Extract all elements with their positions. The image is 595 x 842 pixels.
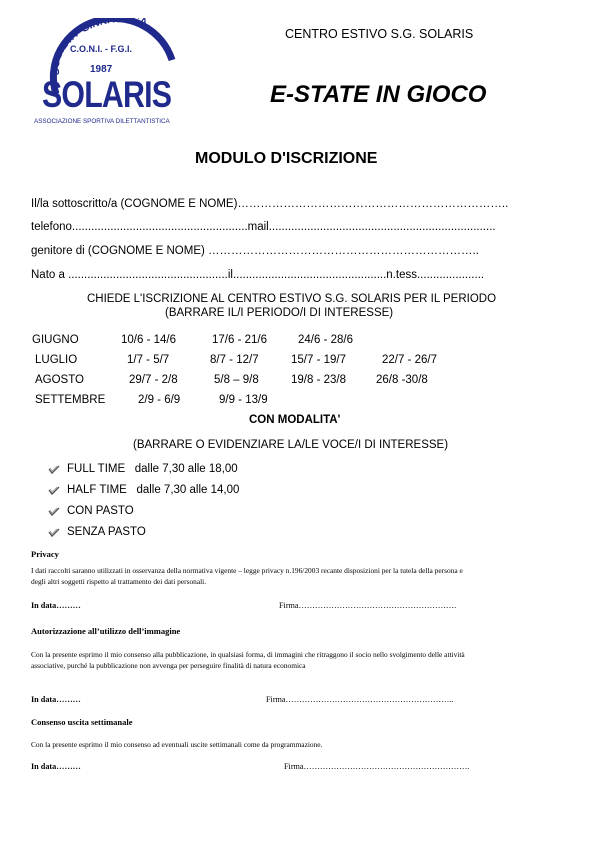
option-full-time[interactable]: FULL TIME dalle 7,30 alle 18,00 xyxy=(67,463,238,475)
modalita-instruction: (BARRARE O EVIDENZIARE LA/LE VOCE/I DI INTERESSE) xyxy=(133,439,449,451)
period-option[interactable]: 15/7 - 19/7 xyxy=(291,354,346,366)
logo-year: 1987 xyxy=(90,64,113,75)
option-half-time[interactable]: HALF TIME dalle 7,30 alle 14,00 xyxy=(67,484,240,496)
month-giugno: GIUGNO xyxy=(32,334,79,346)
privacy-title: Privacy xyxy=(31,549,59,559)
period-option[interactable]: 29/7 - 2/8 xyxy=(129,374,178,386)
option-con-pasto[interactable]: CON PASTO xyxy=(67,505,134,517)
image-date-field[interactable]: In data……… xyxy=(31,695,81,704)
period-option[interactable]: 2/9 - 6/9 xyxy=(138,394,181,406)
uscita-signature-field[interactable]: Firma……………………………………………………. xyxy=(284,762,470,771)
uscita-date-field[interactable]: In data……… xyxy=(31,762,81,771)
period-option[interactable]: 8/7 - 12/7 xyxy=(210,354,259,366)
request-line2: (BARRARE IL/I PERIODO/I DI INTERESSE) xyxy=(165,307,394,319)
field-nato[interactable]: Nato a ..................................................il................................................n.tess..................... xyxy=(31,269,485,281)
privacy-text-1: I dati raccolti saranno utilizzati in osservanza della normativa vigente – legge privacy n.196/2003 recante disposizioni per la tutela della persona e xyxy=(31,566,463,575)
field-telefono-mail[interactable]: telefono.......................................................mail....................................................................... xyxy=(31,221,496,233)
month-luglio: LUGLIO xyxy=(35,354,78,366)
checkmark-icon[interactable] xyxy=(48,507,60,517)
request-line1: CHIEDE L'ISCRIZIONE AL CENTRO ESTIVO S.G. SOLARIS PER IL PERIODO xyxy=(87,293,497,305)
image-text-2: associative, purché la pubblicazione non avvenga per perseguire finalità di natura economica xyxy=(31,661,306,670)
image-title: Autorizzazione all’utilizzo dell’immagine xyxy=(31,626,181,636)
org-name: CENTRO ESTIVO S.G. SOLARIS xyxy=(285,27,474,41)
logo-arc-text: SOCIETA' GINNASTICA xyxy=(49,18,149,76)
field-genitore[interactable]: genitore di (COGNOME E NOME) …………………………………………………………….. xyxy=(31,245,479,257)
month-agosto: AGOSTO xyxy=(35,374,84,386)
modalita-title: CON MODALITA' xyxy=(249,414,341,426)
period-option[interactable]: 5/8 – 9/8 xyxy=(214,374,259,386)
field-sottoscritto[interactable]: Il/la sottoscritto/a (COGNOME E NOME)…………………………………………………………….. xyxy=(31,198,509,210)
checkmark-icon[interactable] xyxy=(48,465,60,475)
period-option[interactable]: 19/8 - 23/8 xyxy=(291,374,346,386)
uscita-title: Consenso uscita settimanale xyxy=(31,717,133,727)
period-option[interactable]: 22/7 - 26/7 xyxy=(382,354,437,366)
checkmark-icon[interactable] xyxy=(48,528,60,538)
logo-subtitle: ASSOCIAZIONE SPORTIVA DILETTANTISTICA xyxy=(34,118,170,125)
privacy-date-field[interactable]: In data……… xyxy=(31,601,81,610)
period-option[interactable]: 24/6 - 28/6 xyxy=(298,334,353,346)
logo xyxy=(24,18,199,130)
privacy-signature-field[interactable]: Firma…………………………………………………. xyxy=(279,601,457,610)
event-title: E-STATE IN GIOCO xyxy=(270,81,487,108)
option-senza-pasto[interactable]: SENZA PASTO xyxy=(67,526,146,538)
privacy-text-2: degli altri soggetti rispetto al trattamento dei dati personali. xyxy=(31,577,207,586)
checkmark-icon[interactable] xyxy=(48,486,60,496)
period-option[interactable]: 1/7 - 5/7 xyxy=(127,354,170,366)
period-option[interactable]: 9/9 - 13/9 xyxy=(219,394,268,406)
month-settembre: SETTEMBRE xyxy=(35,394,106,406)
period-option[interactable]: 10/6 - 14/6 xyxy=(121,334,176,346)
uscita-text: Con la presente esprimo il mio consenso ad eventuali uscite settimanali come da programmazione. xyxy=(31,740,323,749)
image-text-1: Con la presente esprimo il mio consenso alla pubblicazione, in qualsiasi forma, di immagini che ritraggono il socio nello svolgimento delle attività xyxy=(31,650,465,659)
period-option[interactable]: 17/6 - 21/6 xyxy=(212,334,267,346)
image-signature-field[interactable]: Firma…………………………………………………….. xyxy=(266,695,454,704)
logo-coni: C.O.N.I. - F.G.I. xyxy=(70,44,133,54)
form-title: MODULO D'ISCRIZIONE xyxy=(195,150,378,167)
period-option[interactable]: 26/8 -30/8 xyxy=(376,374,428,386)
logo-name: SOLARIS xyxy=(42,74,172,115)
